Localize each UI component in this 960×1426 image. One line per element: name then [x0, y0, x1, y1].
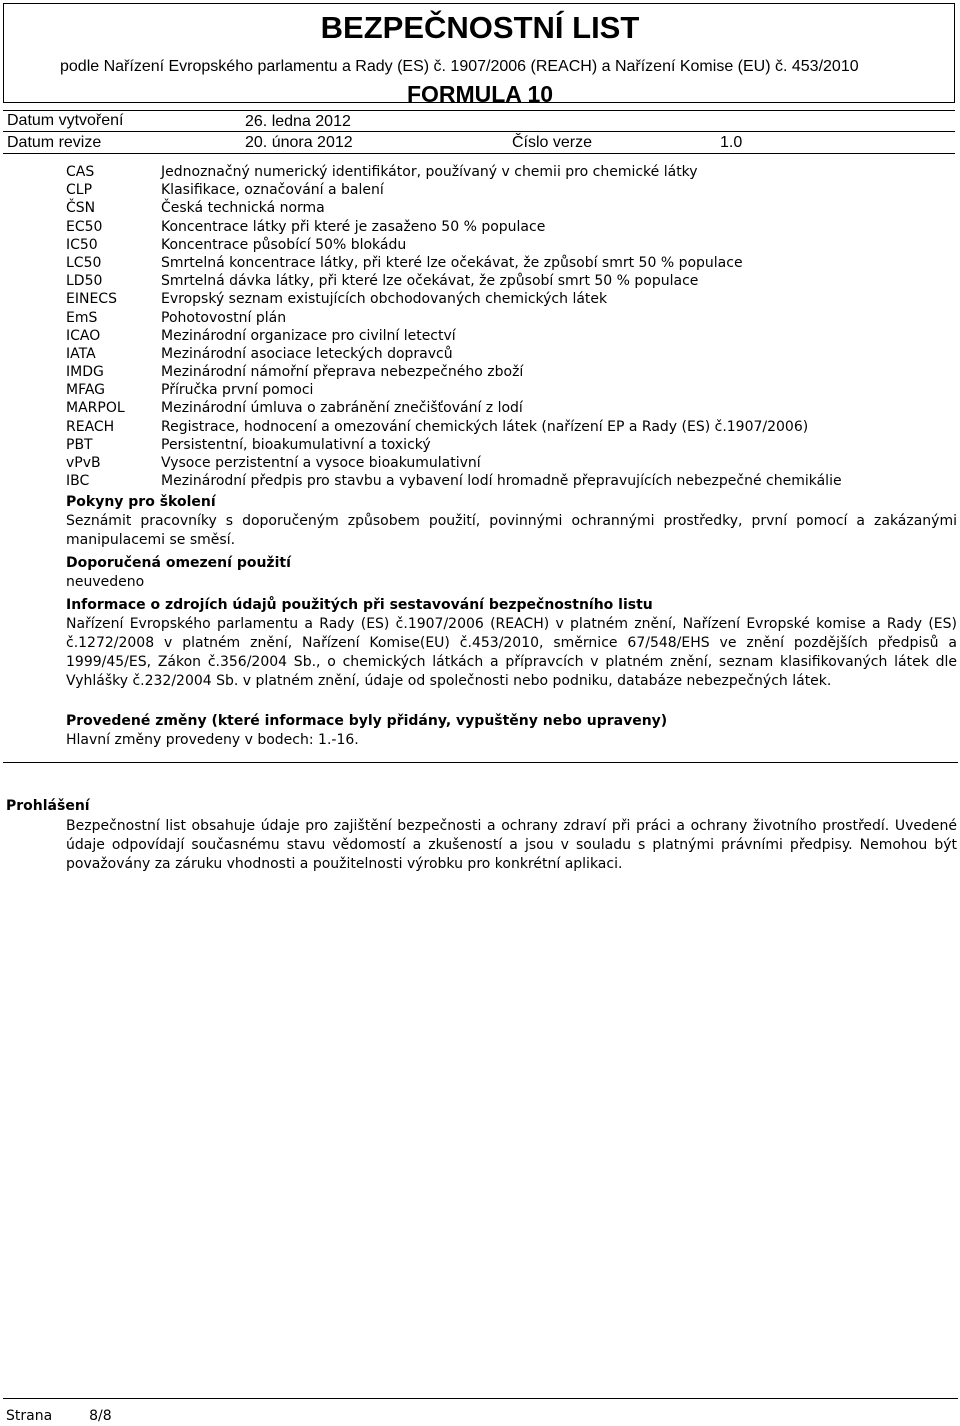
abbreviation-term: CAS — [66, 164, 95, 180]
abbreviation-term: MFAG — [66, 382, 106, 399]
abbreviation-definition: Příručka první pomoci — [161, 382, 314, 399]
abbreviation-term: IMDG — [66, 364, 104, 381]
restrictions-section — [66, 554, 957, 592]
abbreviation-term: EmS — [66, 309, 98, 326]
abbreviation-term: ICAO — [66, 327, 101, 344]
abbreviation-term: LC50 — [66, 254, 102, 271]
header-divider — [3, 131, 955, 132]
changes-text: Hlavní změny provedeny v bodech: 1.-16. — [66, 732, 359, 748]
page-footer — [6, 1408, 112, 1424]
abbreviation-term: ČSN — [66, 200, 96, 217]
created-label: Datum vytvoření — [7, 112, 124, 129]
declaration-heading: Prohlášení — [6, 798, 90, 814]
restrictions-heading: Doporučená omezení použití — [66, 555, 291, 571]
abbreviation-term: IATA — [66, 345, 96, 362]
training-section — [66, 493, 957, 550]
abbreviation-definition: Smrtelná koncentrace látky, při které lze očekávat, že způsobí smrt 50 % populace — [161, 254, 743, 271]
abbreviation-definition: Mezinárodní organizace pro civilní letectví — [161, 327, 456, 344]
abbreviation-term: vPvB — [66, 455, 101, 471]
abbreviation-definition: Persistentní, bioakumulativní a toxický — [161, 436, 431, 453]
sources-heading: Informace o zdrojích údajů použitých při sestavování bezpečnostního listu — [66, 597, 653, 613]
header-divider — [3, 110, 955, 111]
section-divider — [3, 762, 958, 763]
abbreviation-definition: Smrtelná dávka látky, při které lze očekávat, že způsobí smrt 50 % populace — [161, 273, 699, 290]
abbreviation-definition: Vysoce perzistentní a vysoce bioakumulativní — [161, 455, 481, 471]
training-heading: Pokyny pro školení — [66, 494, 216, 510]
abbreviation-definition: Evropský seznam existujících obchodovaných chemických látek — [161, 291, 608, 308]
restrictions-text: neuvedeno — [66, 574, 145, 590]
document-header — [0, 0, 960, 159]
revised-label: Datum revize — [7, 134, 102, 151]
abbreviation-definition: Koncentrace látky při které je zasaženo 50 % populace — [161, 218, 546, 235]
abbreviation-definition: Koncentrace působící 50% blokádu — [161, 236, 407, 253]
training-text: Seznámit pracovníky s doporučeným způsobem použití, povinnými ochrannými prostředky, první pomocí a zakázanými manipulacemi se směsí. — [66, 513, 957, 548]
abbreviation-term: EINECS — [66, 291, 117, 308]
header-divider — [3, 153, 955, 154]
declaration-text: Bezpečnostní list obsahuje údaje pro zajištění bezpečnosti a ochrany zdraví při práci a ochrany životního prostředí. Uvedené údaje odpovídají současnému stavu vědomostí a zkušeností a jsou v souladu s platnými právními předpisy. Nemohou být považovány za záruku vhodnosti a použitelnosti výrobku pro konkrétní aplikaci. — [66, 818, 957, 872]
abbreviation-definition: Pohotovostní plán — [161, 309, 287, 326]
regulation-subtitle: podle Nařízení Evropského parlamentu a Rady (ES) č. 1907/2006 (REACH) a Nařízení Komise (EU) č. 453/2010 — [60, 58, 859, 75]
revised-value: 20. února 2012 — [245, 134, 353, 151]
abbreviation-definition: Klasifikace, označování a balení — [161, 182, 384, 199]
abbreviation-definition: Mezinárodní námořní přeprava nebezpečného zboží — [161, 364, 524, 381]
abbreviation-term: IBC — [66, 473, 90, 490]
abbreviation-definition: Mezinárodní úmluva o zabránění znečišťování z lodí — [161, 400, 523, 417]
changes-section — [66, 712, 957, 750]
version-value: 1.0 — [720, 134, 743, 151]
abbreviation-definition: Mezinárodní asociace leteckých dopravců — [161, 345, 453, 362]
abbreviation-term: EC50 — [66, 218, 103, 235]
abbreviation-term: MARPOL — [66, 400, 125, 417]
changes-heading: Provedené změny (které informace byly přidány, vypuštěny nebo upraveny) — [66, 713, 668, 729]
abbreviation-term: LD50 — [66, 273, 103, 290]
footer-divider — [3, 1398, 958, 1399]
abbreviation-term: REACH — [66, 418, 115, 435]
product-name: FORMULA 10 — [406, 81, 554, 107]
abbreviation-definition: Jednoznačný numerický identifikátor, používaný v chemii pro chemické látky — [161, 164, 698, 180]
page-number: 8/8 — [89, 1408, 112, 1424]
abbreviation-definition: Mezinárodní předpis pro stavbu a vybavení lodí hromadně přepravujících nebezpečné chemikálie — [161, 473, 842, 490]
version-label: Číslo verze — [512, 134, 593, 151]
abbreviation-definition: Registrace, hodnocení a omezování chemických látek (nařízení EP a Rady (ES) č.1907/2006) — [161, 418, 809, 435]
document-title: BEZPEČNOSTNÍ LIST — [320, 10, 640, 45]
abbreviation-definition: Česká technická norma — [161, 200, 325, 217]
abbreviation-term: PBT — [66, 436, 93, 453]
abbreviation-term: IC50 — [66, 236, 98, 253]
abbreviation-term: CLP — [66, 182, 93, 199]
sources-text: Nařízení Evropského parlamentu a Rady (ES) č.1907/2006 (REACH) v platném znění, Nařízení Evropské komise a Rady (ES) č.1272/2008 v platném znění, Nařízení Komise(EU) č.453/2010, směrnice 67/548/EHS ve znění pozdějších předpisů a 1999/45/ES, Zákon č.356/2004 Sb., o chemických látkách a přípravcích v platném znění, seznam klasifikovaných látek dle Vyhlášky č.232/2004 Sb. v platném znění, údaje od společnosti nebo podniku, databáze nebezpečných látek. — [66, 616, 957, 689]
sources-section — [66, 596, 957, 691]
page-label: Strana — [6, 1408, 53, 1424]
created-value: 26. ledna 2012 — [245, 113, 351, 130]
